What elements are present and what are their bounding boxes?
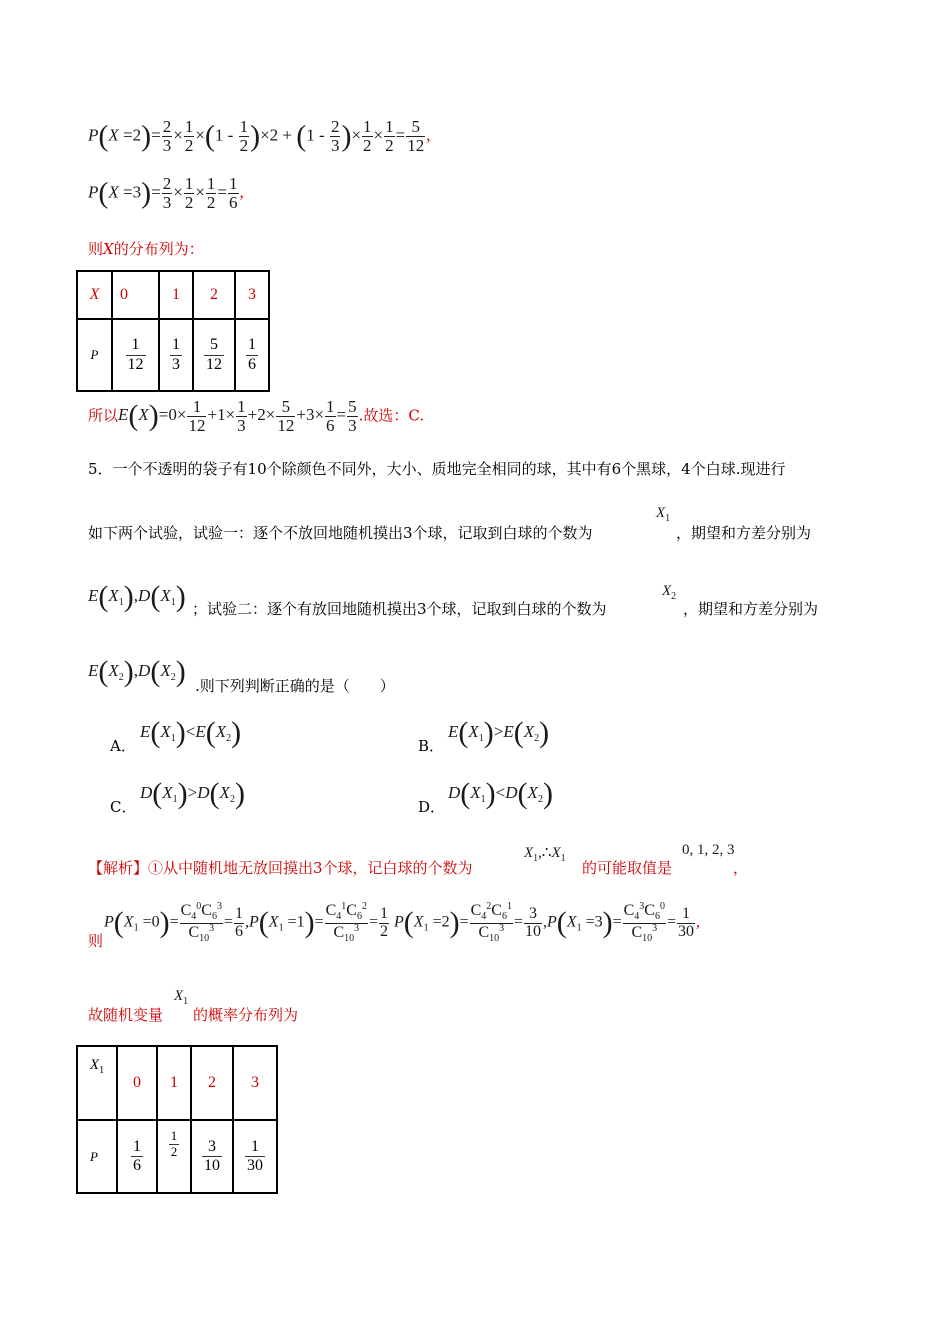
table1-prob: $\frac{1}{12}$ [112,319,159,391]
option-d[interactable]: D． [418,798,446,816]
formula-px2: P(X =2)= $\frac{2}{3}$ × $\frac{1}{2}$ ×(1 - $\frac{1}{2}$ )×2 + (1 - $\frac{2}{3}$ )× $\frac{1}{2}$ × $\frac{1}{2}$ = $\frac{5}{12}$ , [88,117,431,155]
table2-prob: $\frac{1}{2}$ [157,1120,191,1193]
var-x1: $X_1$ [656,505,671,524]
option-a[interactable]: A． [110,737,136,755]
option-d-formula: $D(X_1)<D(X_2)$ [448,777,553,810]
table2-value: 3 [233,1046,277,1120]
table2-prob: $\frac{1}{6}$ [117,1120,157,1193]
table1-value: 3 [235,271,269,319]
formula-px3: P(X =3)= $\frac{2}{3}$ × $\frac{1}{2}$ × $\frac{1}{2}$ = $\frac{1}{6}$ , [88,174,244,212]
option-a-formula: $E(X_1)<E(X_2)$ [140,716,242,749]
question-line4: .则下列判断正确的是（ ） [195,677,395,695]
table1-prob: $\frac{1}{3}$ [159,319,193,391]
option-c-formula: $D(X_1)>D(X_2)$ [140,777,245,810]
table2-value: 2 [191,1046,233,1120]
analysis-tag: 【解析】 [88,859,149,877]
table2-prob-label: P [77,1120,117,1193]
e-d-x1: $E(X_1),D(X_1)$ [88,580,186,613]
table2-prob: $\frac{1}{30}$ [233,1120,277,1193]
table2-header-label: $X_1$ [77,1046,117,1120]
analysis-line1: 【解析】①从中随机地无放回摸出3个球，记白球的个数为 [88,859,473,877]
analysis-comma: ， [733,859,749,877]
question-line1: 5．一个不透明的袋子有10个除颜色不同外，大小、质地完全相同的球，其中有6个黑球，4个白球.现进行 [88,460,786,478]
analysis-x1-therefore: $X_1,\therefore X_1$ [524,845,566,864]
analysis-so-end: 的概率分布列为 [193,1006,299,1024]
analysis-values: 0, 1, 2, 3 [682,842,735,858]
table1-prob-label: P [77,319,112,391]
distribution-table-2 [76,1045,278,1194]
table2-prob: $\frac{3}{10}$ [191,1120,233,1193]
table1-value: 2 [193,271,235,319]
question-line2: 如下两个试验，试验一：逐个不放回地随机摸出3个球，记取到白球的个数为 [88,524,593,542]
analysis-probs: $P(X_1 =0)=$ $\frac{C_4^0C_6^3}{C_{10}^3}$ = $\frac{1}{6}$ $,P(X_1 =1)=$ $\frac{C_4^1C_6^2}{C_{10}^3}$ = $\frac{1}{2}$ $P(X_1 =2)=$ $\frac{C_4^2C_6^1}{C_{10}^3}$ = $\frac{3}{10}$ $,P(X_1 =3)=$ $\frac{C_4^3C_6^0}{C_{10}^3}$ = $\frac{1}{30}$ , [104,901,700,944]
analysis-ze: 则 [88,932,104,950]
analysis-so: 故随机变量 [88,1006,164,1024]
analysis-so-var: $X_1$ [174,988,189,1007]
question-line3-end: ，期望和方差分别为 [683,600,819,618]
option-c[interactable]: C． [110,798,137,816]
analysis-line1-mid: 的可能取值是 [582,859,673,877]
expectation-line: 所以E(X)=0× $\frac{1}{12}$ +1× $\frac{1}{3}$ +2× $\frac{5}{12}$ +3× $\frac{1}{6}$ = $\frac{5}{3}$ .故选：C. [88,397,425,435]
var-x2: $X_2$ [662,583,677,602]
table1-header-label: X [77,271,112,319]
table1-value: 1 [159,271,193,319]
table1-prob: $\frac{1}{6}$ [235,319,269,391]
question-line2-end: ，期望和方差分别为 [676,524,812,542]
dist1-intro: 则X的分布列为： [88,240,204,258]
table1-value: 0 [112,271,159,319]
table2-value: 0 [117,1046,157,1120]
table1-prob: $\frac{5}{12}$ [193,319,235,391]
distribution-table-1 [76,270,270,392]
e-d-x2: $E(X_2),D(X_2)$ [88,655,186,688]
option-b[interactable]: B． [418,737,445,755]
question-line3: ；试验二：逐个有放回地随机摸出3个球，记取到白球的个数为 [192,600,607,618]
option-b-formula: $E(X_1)>E(X_2)$ [448,716,550,749]
table2-value: 1 [157,1046,191,1120]
